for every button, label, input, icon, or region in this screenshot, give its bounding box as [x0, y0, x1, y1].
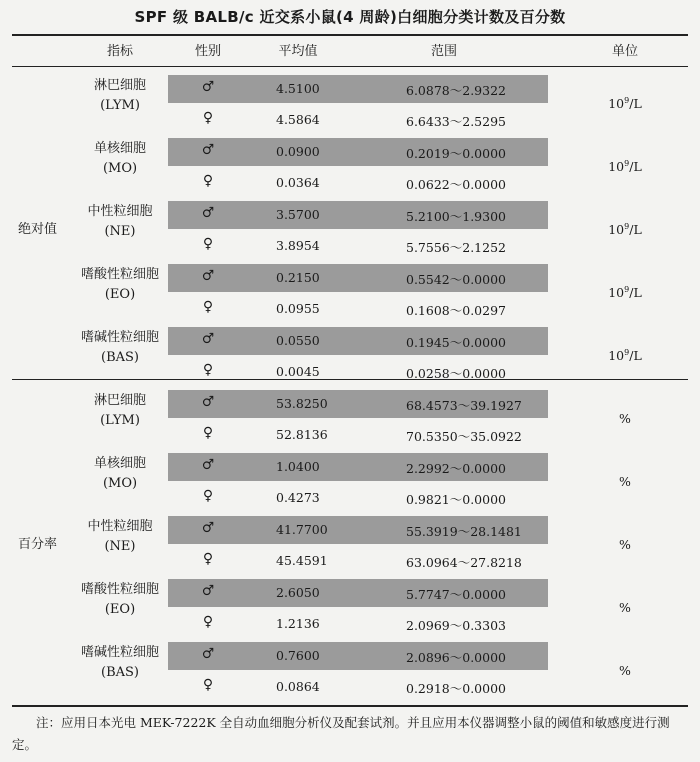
female-symbol: ♀ — [202, 110, 214, 126]
cell-type-abbr: (NE) — [104, 224, 136, 239]
male-mean: 41.7700 — [276, 522, 328, 537]
unit-label — [600, 537, 650, 552]
group-label: 百分率 — [18, 536, 58, 552]
header-sex: 性别 — [194, 44, 221, 59]
cell-type-name: 嗜碱性粒细胞 — [80, 645, 159, 660]
male-symbol: ♂ — [201, 142, 215, 158]
female-mean: 0.0045 — [276, 364, 320, 379]
male-symbol: ♂ — [201, 583, 215, 599]
female-symbol: ♀ — [202, 488, 214, 504]
female-symbol: ♀ — [202, 362, 214, 378]
female-range: 63.0964～27.8218 — [406, 555, 522, 570]
female-range: 70.5350～35.0922 — [406, 429, 522, 444]
female-mean: 52.8136 — [276, 427, 328, 442]
male-range: 0.5542～0.0000 — [406, 272, 506, 287]
male-symbol: ♂ — [201, 268, 215, 284]
female-symbol: ♀ — [202, 551, 214, 567]
cell-type-abbr: (EO) — [104, 287, 136, 302]
unit-base: 10 — [608, 159, 625, 175]
male-symbol: ♂ — [201, 520, 215, 536]
male-mean: 2.6050 — [276, 585, 320, 600]
male-mean: 53.8250 — [276, 396, 328, 411]
male-range: 2.2992～0.0000 — [406, 461, 506, 476]
unit-label — [600, 285, 650, 300]
unit-label — [600, 159, 650, 174]
male-symbol: ♂ — [201, 205, 215, 221]
group-divider — [12, 379, 688, 380]
female-mean: 0.0864 — [276, 679, 320, 694]
bottom-rule — [12, 705, 688, 707]
unit-tail: /L — [629, 96, 642, 112]
cell-type-name: 嗜酸性粒细胞 — [80, 582, 159, 597]
male-range: 68.4573～39.1927 — [406, 398, 522, 413]
cell-type-name: 淋巴细胞 — [93, 393, 146, 408]
male-range: 0.1945～0.0000 — [406, 335, 506, 350]
cell-type-name: 中性粒细胞 — [87, 204, 153, 219]
female-range: 0.9821～0.0000 — [406, 492, 506, 507]
unit-label — [600, 222, 650, 237]
unit-label — [600, 96, 650, 111]
cell-type-abbr: (EO) — [104, 602, 136, 617]
female-symbol: ♀ — [202, 614, 214, 630]
male-symbol: ♂ — [201, 457, 215, 473]
cell-type-abbr: (LYM) — [100, 413, 140, 428]
female-mean: 45.4591 — [276, 553, 328, 568]
male-range: 5.7747～0.0000 — [406, 587, 506, 602]
unit-tail: /L — [629, 348, 642, 364]
header-mean: 平均值 — [278, 44, 318, 59]
female-symbol: ♀ — [202, 299, 214, 315]
male-mean: 3.5700 — [276, 207, 320, 222]
unit-tail: /L — [629, 222, 642, 238]
cell-type-abbr: (LYM) — [100, 98, 140, 113]
female-range: 6.6433～2.5295 — [406, 114, 506, 129]
male-mean: 1.0400 — [276, 459, 320, 474]
cell-type-abbr: (MO) — [102, 476, 138, 491]
male-mean: 0.7600 — [276, 648, 320, 663]
cell-type-name: 中性粒细胞 — [87, 519, 153, 534]
unit-base: % — [619, 663, 631, 678]
female-symbol: ♀ — [202, 677, 214, 693]
male-range: 55.3919～28.1481 — [406, 524, 522, 539]
unit-label — [600, 411, 650, 426]
cell-type-abbr: (MO) — [102, 161, 138, 176]
male-symbol: ♂ — [201, 394, 215, 410]
header-range: 范围 — [430, 44, 457, 59]
header-unit: 单位 — [611, 44, 638, 59]
header-indicator: 指标 — [106, 44, 133, 59]
unit-base: 10 — [608, 96, 625, 112]
male-range: 0.2019～0.0000 — [406, 146, 506, 161]
unit-tail: /L — [629, 159, 642, 175]
table-title: SPF 级 BALB/c 近交系小鼠(4 周龄)白细胞分类计数及百分数 — [134, 8, 566, 26]
unit-label — [600, 348, 650, 363]
male-mean: 0.0900 — [276, 144, 320, 159]
male-range: 5.2100～1.9300 — [406, 209, 506, 224]
unit-exponent: 9 — [624, 348, 630, 357]
unit-exponent: 9 — [624, 285, 630, 294]
unit-base: 10 — [608, 222, 625, 238]
unit-base: % — [619, 600, 631, 615]
cell-type-abbr: (NE) — [104, 539, 136, 554]
cell-type-name: 淋巴细胞 — [93, 78, 146, 93]
cell-type-name: 单核细胞 — [93, 141, 146, 156]
unit-exponent: 9 — [624, 222, 630, 231]
cell-type-abbr: (BAS) — [101, 665, 139, 680]
female-mean: 1.2136 — [276, 616, 320, 631]
male-mean: 4.5100 — [276, 81, 320, 96]
unit-base: 10 — [608, 285, 625, 301]
female-range: 0.2918～0.0000 — [406, 681, 506, 696]
unit-label — [600, 474, 650, 489]
unit-exponent: 9 — [624, 159, 630, 168]
cell-type-name: 单核细胞 — [93, 456, 146, 471]
header-rule — [12, 66, 688, 67]
cell-type-name: 嗜碱性粒细胞 — [80, 330, 159, 345]
female-range: 0.0258～0.0000 — [406, 366, 506, 381]
unit-base: % — [619, 411, 631, 426]
female-symbol: ♀ — [202, 236, 214, 252]
unit-tail: /L — [629, 285, 642, 301]
cell-type-abbr: (BAS) — [101, 350, 139, 365]
unit-base: % — [619, 537, 631, 552]
unit-label — [600, 600, 650, 615]
top-rule — [12, 34, 688, 36]
male-symbol: ♂ — [201, 79, 215, 95]
unit-label — [600, 663, 650, 678]
male-range: 2.0896～0.0000 — [406, 650, 506, 665]
female-symbol: ♀ — [202, 173, 214, 189]
female-mean: 0.4273 — [276, 490, 320, 505]
female-mean: 0.0955 — [276, 301, 320, 316]
footnote: 注：应用日本光电 MEK-7222K 全自动血细胞分析仪及配套试剂。并且应用本仪器调整小鼠的阈值和敏感度进行测定。 — [12, 715, 670, 752]
male-mean: 0.0550 — [276, 333, 320, 348]
female-mean: 3.8954 — [276, 238, 320, 253]
male-mean: 0.2150 — [276, 270, 320, 285]
unit-base: 10 — [608, 348, 625, 364]
male-symbol: ♂ — [201, 646, 215, 662]
female-range: 0.0622～0.0000 — [406, 177, 506, 192]
male-symbol: ♂ — [201, 331, 215, 347]
female-mean: 4.5864 — [276, 112, 320, 127]
group-label: 绝对值 — [18, 221, 58, 237]
female-mean: 0.0364 — [276, 175, 320, 190]
cell-type-name: 嗜酸性粒细胞 — [80, 267, 159, 282]
female-range: 5.7556～2.1252 — [406, 240, 506, 255]
unit-base: % — [619, 474, 631, 489]
unit-exponent: 9 — [624, 96, 630, 105]
female-range: 0.1608～0.0297 — [406, 303, 506, 318]
female-range: 2.0969～0.3303 — [406, 618, 506, 633]
female-symbol: ♀ — [202, 425, 214, 441]
male-range: 6.0878～2.9322 — [406, 83, 506, 98]
